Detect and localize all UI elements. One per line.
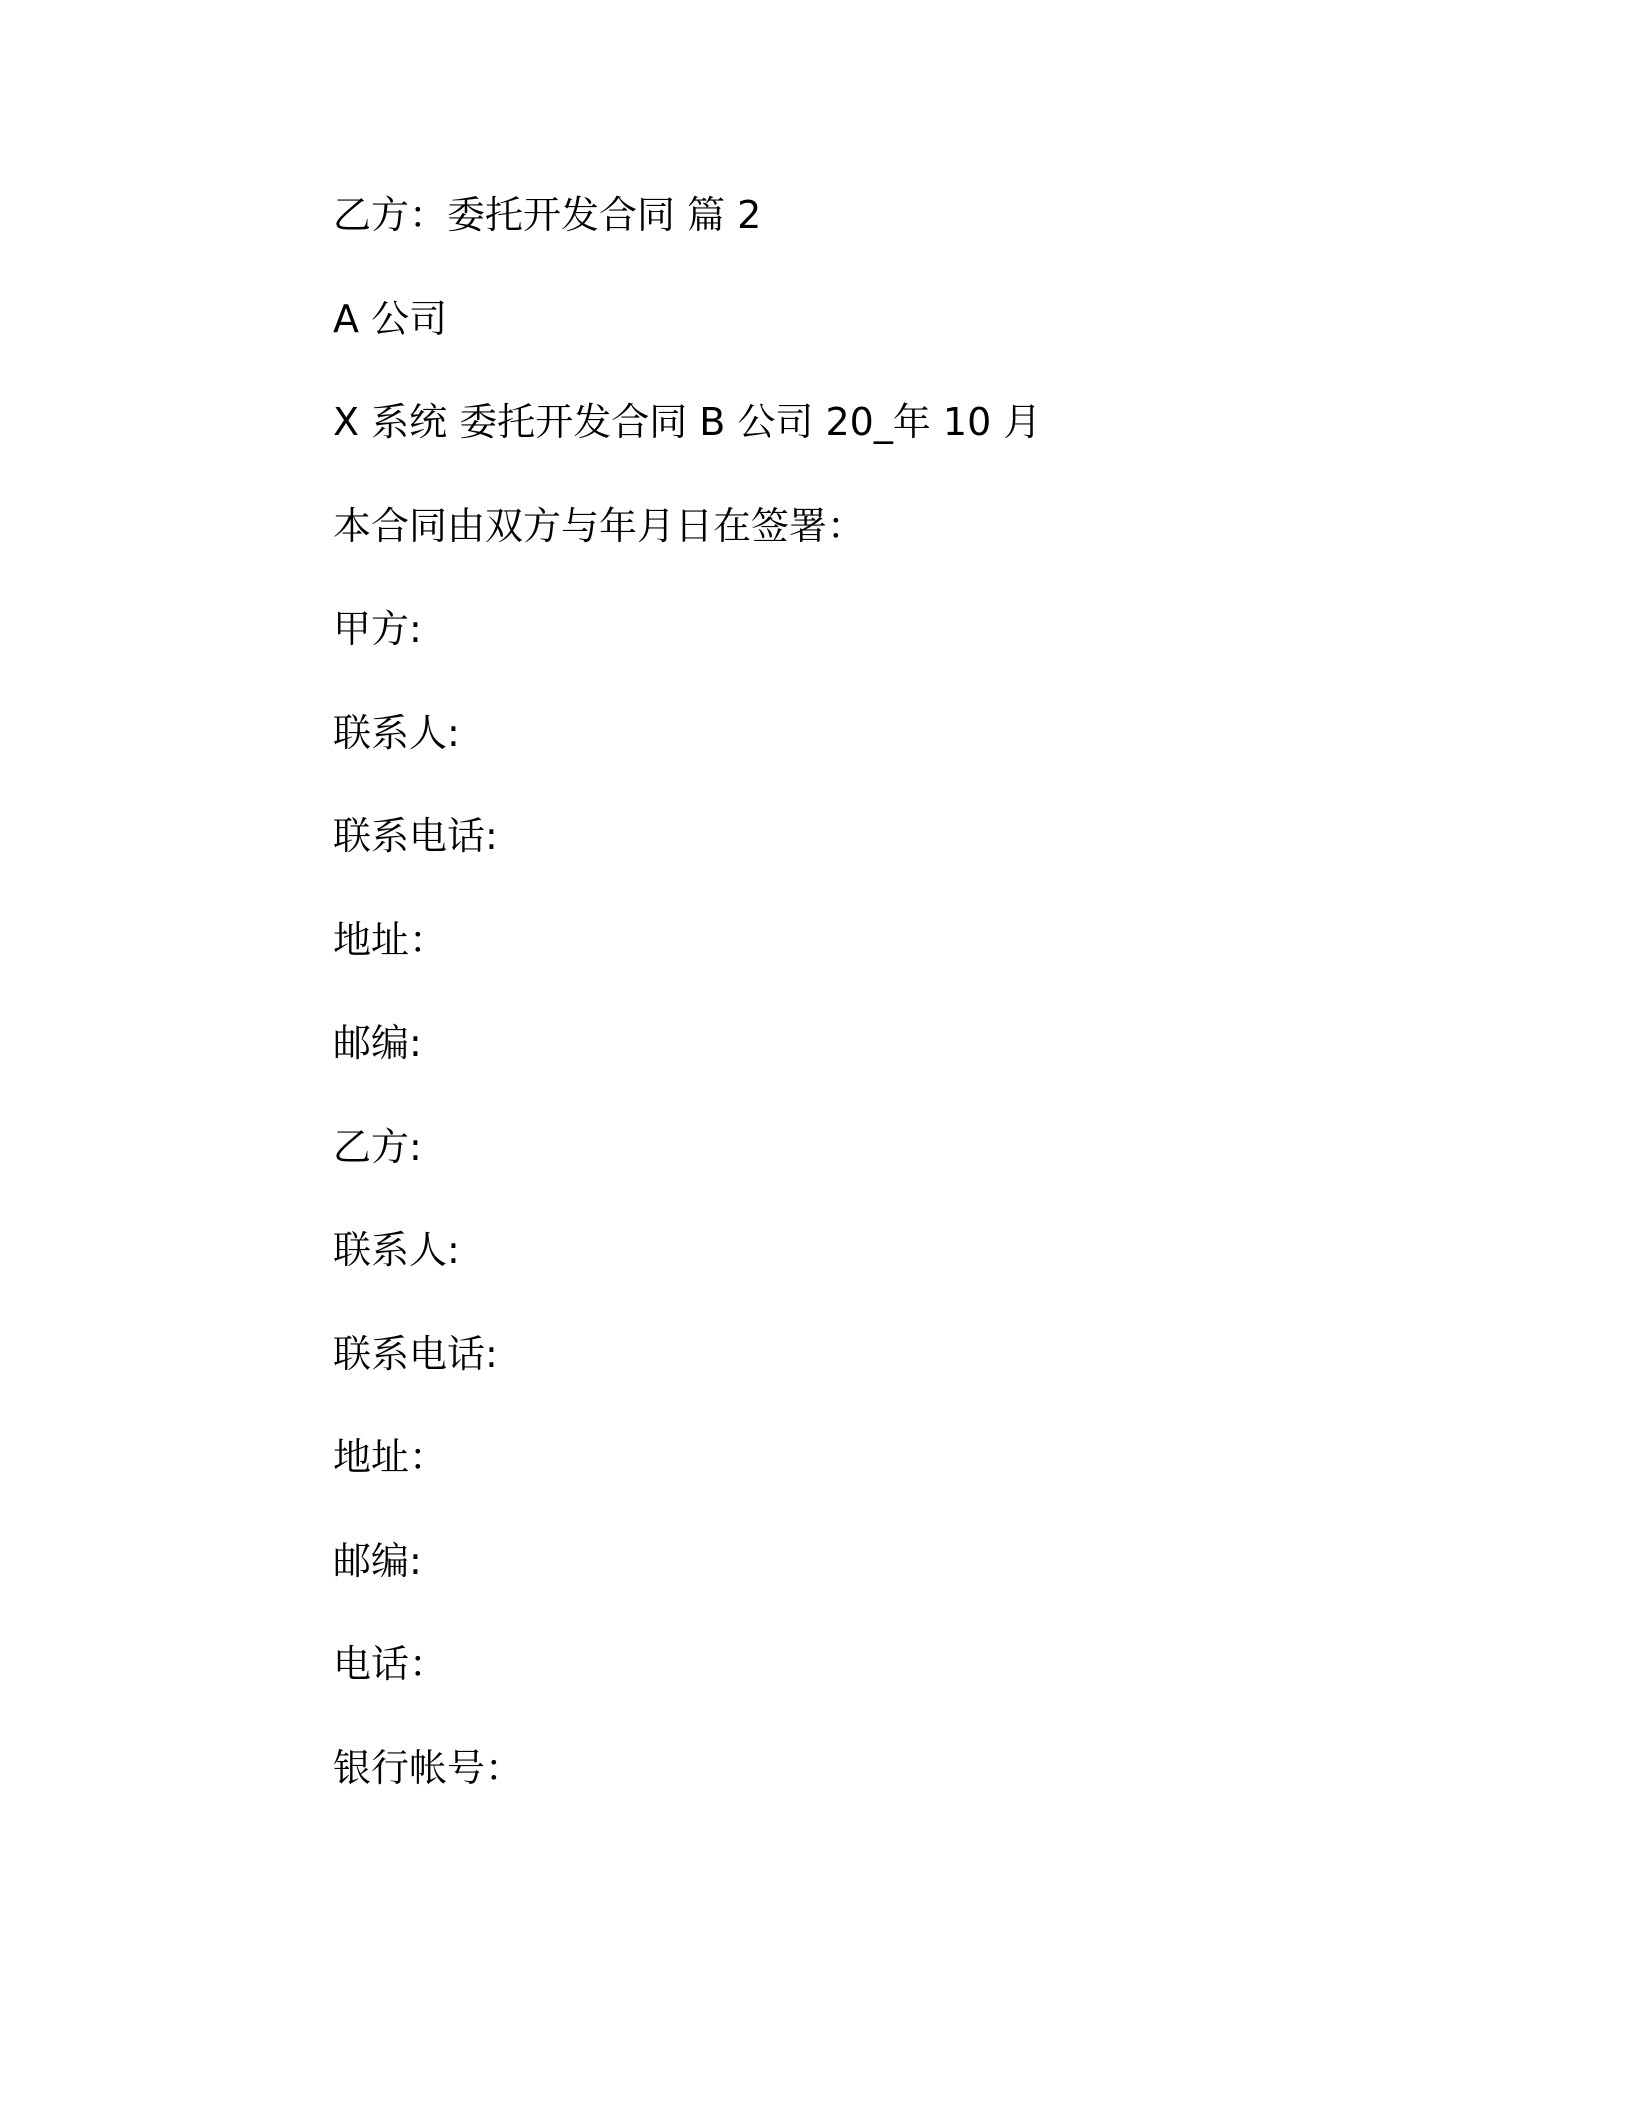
- party-a-postcode-label: 邮编:: [333, 1021, 422, 1065]
- bank-account-label: 银行帐号：: [333, 1745, 524, 1790]
- party-b-phone-label: 联系电话:: [333, 1331, 498, 1376]
- heading-party-b-contract: 乙方：委托开发合同 篇 2: [333, 193, 762, 237]
- party-a-contact-label: 联系人:: [333, 710, 460, 755]
- signing-statement: 本合同由双方与年月日在签署：: [333, 503, 866, 548]
- party-b-address-label: 地址：: [333, 1435, 448, 1479]
- party-b-contact-label: 联系人:: [333, 1228, 460, 1272]
- party-a-address-label: 地址：: [333, 917, 448, 962]
- party-b-postcode-label: 邮编:: [333, 1538, 422, 1583]
- telephone-label: 电话：: [333, 1642, 448, 1686]
- company-a-line: A 公司: [333, 296, 448, 341]
- document-body: [333, 190, 1433, 1846]
- party-a-label: 甲方:: [333, 607, 422, 651]
- contract-title-line: X 系统 委托开发合同 B 公司 20_年 10 月: [333, 400, 1042, 444]
- party-a-phone-label: 联系电话:: [333, 814, 498, 858]
- party-b-label: 乙方:: [333, 1124, 422, 1169]
